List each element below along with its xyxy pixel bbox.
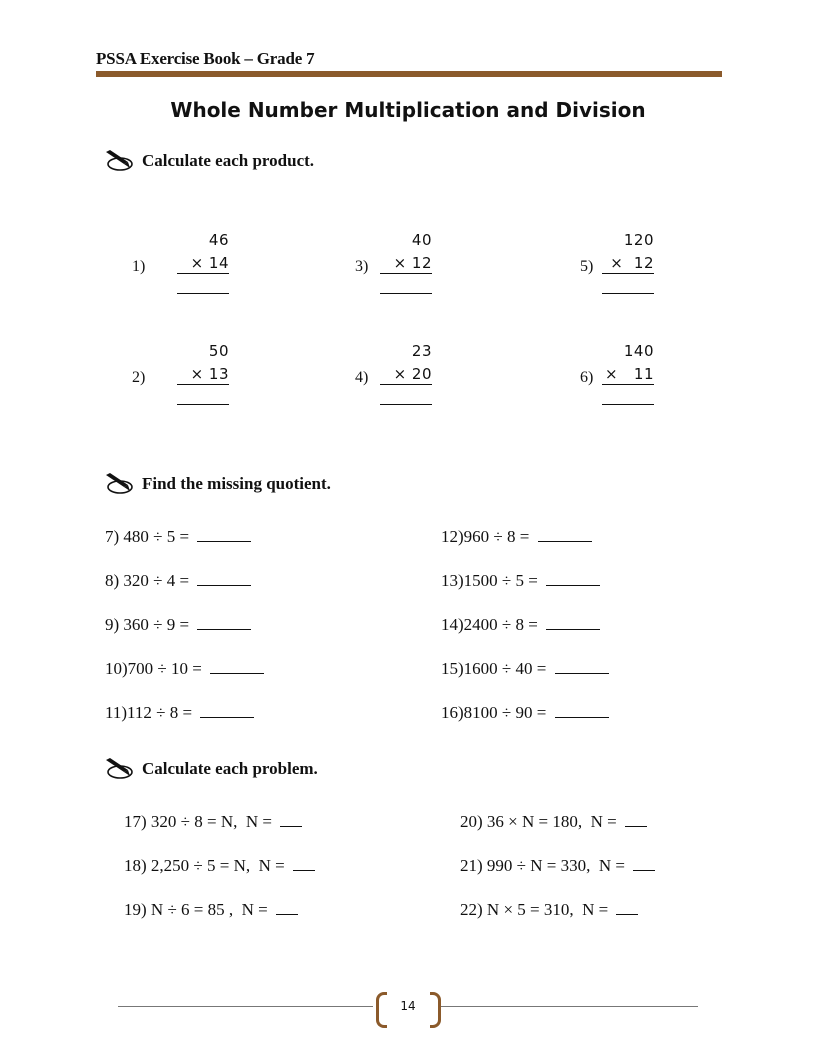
multiplier: × 11	[605, 365, 654, 383]
footer-rule-left	[118, 1006, 373, 1007]
equation-text: 22) N × 5 = 310, N =	[460, 900, 613, 919]
page-title: Whole Number Multiplication and Division	[170, 98, 646, 122]
division-problem	[105, 571, 251, 591]
equation-problem	[460, 812, 647, 832]
problem-number: 2)	[132, 369, 146, 386]
division-text: 8) 320 ÷ 4 =	[105, 571, 194, 590]
division-text: 9) 360 ÷ 9 =	[105, 615, 194, 634]
answer-blank	[177, 404, 229, 405]
answer-blank	[280, 812, 302, 827]
answer-blank	[197, 615, 251, 630]
multiplier: × 12	[393, 254, 432, 272]
section-heading-quotients	[104, 473, 331, 495]
equation-problem	[124, 900, 298, 920]
product-bar	[380, 273, 432, 274]
multiplier: × 20	[393, 365, 432, 383]
product-bar	[177, 384, 229, 385]
equation-problem	[124, 856, 315, 876]
answer-blank	[197, 527, 251, 542]
equation-problem	[124, 812, 302, 832]
problem-number: 3)	[355, 258, 369, 275]
answer-blank	[276, 900, 298, 915]
division-text: 13)1500 ÷ 5 =	[441, 571, 543, 590]
pencil-icon	[104, 150, 134, 172]
pencil-icon	[104, 473, 134, 495]
multiplication-problem	[355, 231, 495, 301]
division-problem	[441, 527, 592, 547]
multiplicand: 50	[208, 342, 229, 360]
division-text: 11)112 ÷ 8 =	[105, 703, 197, 722]
multiplier: × 12	[610, 254, 654, 272]
equation-problem	[460, 900, 638, 920]
multiplication-problem	[580, 342, 720, 412]
section-heading-text: Find the missing quotient.	[142, 474, 331, 493]
equation-text: 20) 36 × N = 180, N =	[460, 812, 621, 831]
answer-blank	[210, 659, 264, 674]
section-heading-text: Calculate each problem.	[142, 759, 318, 778]
answer-blank	[197, 571, 251, 586]
division-problem	[441, 615, 600, 635]
division-problem	[105, 659, 264, 679]
multiplication-problem	[355, 342, 495, 412]
division-text: 15)1600 ÷ 40 =	[441, 659, 551, 678]
footer-rule-right	[440, 1006, 698, 1007]
answer-blank	[602, 404, 654, 405]
multiplier: × 14	[190, 254, 229, 272]
equation-text: 18) 2,250 ÷ 5 = N, N =	[124, 856, 289, 875]
division-text: 10)700 ÷ 10 =	[105, 659, 207, 678]
section-heading-text: Calculate each product.	[142, 151, 315, 170]
division-text: 12)960 ÷ 8 =	[441, 527, 534, 546]
left-bracket-icon	[376, 992, 387, 1028]
product-bar	[380, 384, 432, 385]
answer-blank	[633, 856, 655, 871]
answer-blank	[380, 404, 432, 405]
answer-blank	[625, 812, 647, 827]
answer-blank	[555, 703, 609, 718]
problem-number: 6)	[580, 369, 594, 386]
answer-blank	[200, 703, 254, 718]
division-problem	[441, 571, 600, 591]
division-problem	[441, 703, 609, 723]
product-bar	[602, 273, 654, 274]
pencil-icon	[104, 758, 134, 780]
equation-text: 21) 990 ÷ N = 330, N =	[460, 856, 630, 875]
division-text: 7) 480 ÷ 5 =	[105, 527, 194, 546]
division-problem	[105, 703, 254, 723]
answer-blank	[546, 571, 600, 586]
division-problem	[441, 659, 609, 679]
multiplier: × 13	[190, 365, 229, 383]
multiplication-problem	[580, 231, 720, 301]
problem-number: 5)	[580, 258, 594, 275]
problem-number: 4)	[355, 369, 369, 386]
problem-number: 1)	[132, 258, 146, 275]
book-title: PSSA Exercise Book – Grade 7	[96, 49, 315, 68]
division-text: 14)2400 ÷ 8 =	[441, 615, 543, 634]
division-text: 16)8100 ÷ 90 =	[441, 703, 551, 722]
multiplicand: 46	[208, 231, 229, 249]
multiplication-problem	[132, 342, 272, 412]
product-bar	[177, 273, 229, 274]
division-problem	[105, 527, 251, 547]
answer-blank	[616, 900, 638, 915]
equation-problem	[460, 856, 655, 876]
multiplicand: 23	[411, 342, 432, 360]
multiplicand: 140	[623, 342, 654, 360]
header-rule	[96, 71, 722, 77]
product-bar	[602, 384, 654, 385]
equation-text: 19) N ÷ 6 = 85 , N =	[124, 900, 272, 919]
multiplicand: 40	[411, 231, 432, 249]
page-number: 14	[400, 999, 416, 1013]
multiplication-problem	[132, 231, 272, 301]
right-bracket-icon	[430, 992, 441, 1028]
equation-text: 17) 320 ÷ 8 = N, N =	[124, 812, 277, 831]
section-heading-problems	[104, 758, 318, 780]
multiplicand: 120	[623, 231, 654, 249]
section-heading-products	[104, 150, 314, 172]
answer-blank	[177, 293, 229, 294]
answer-blank	[293, 856, 315, 871]
answer-blank	[555, 659, 609, 674]
answer-blank	[538, 527, 592, 542]
division-problem	[105, 615, 251, 635]
answer-blank	[602, 293, 654, 294]
answer-blank	[380, 293, 432, 294]
answer-blank	[546, 615, 600, 630]
